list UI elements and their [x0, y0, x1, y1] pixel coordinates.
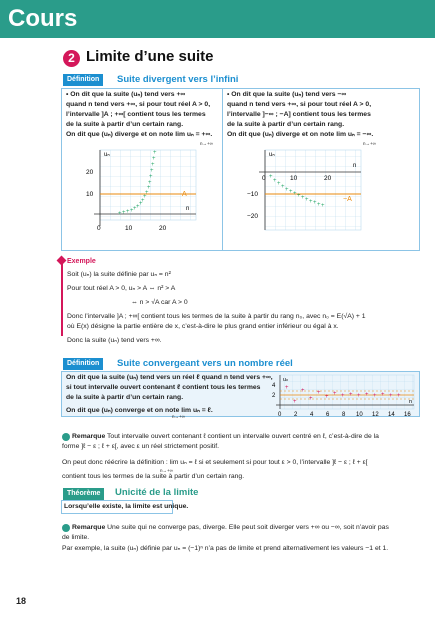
- graph-y-label: uₙ: [104, 152, 110, 158]
- tick-y: 2: [272, 393, 276, 399]
- svg-text:+: +: [118, 211, 122, 217]
- tick-y: 10: [86, 191, 94, 198]
- tick-x: 12: [372, 412, 379, 417]
- definition-heading: Suite divergent vers l’infini: [117, 74, 239, 85]
- example-text: Soit (uₙ) la suite définie par uₙ = n² Pour tout réel A > 0, uₙ > A ⇔ n² > A ⇔ n > √A car A > 0 Donc l’intervalle ]A ; +∞[ contient tous les termes de la suite à partir du rang n₀, avec n₀ = E(√A) + 1 où E(x) désigne la partie entière de x, c’est-à-dire le plus grand entier inférieur ou égal à x. Donc la suite (uₙ) tend vers +∞.: [67, 271, 366, 344]
- svg-text:+: +: [145, 190, 149, 196]
- definition-left-text: • On dit que la suite (uₙ) tend vers +∞ quand n tend vers +∞, si pour tout réel A > 0, l’intervalle ]A ; +∞[ contient tous les termes de la suite à partir d’un certain rang. On dit que (uₙ) diverge et on note lim uₙ = +∞.: [66, 91, 213, 138]
- svg-text:+: +: [126, 209, 130, 215]
- theorem-text: Lorsqu’elle existe, la limite est unique.: [64, 503, 189, 510]
- svg-text:+: +: [397, 393, 401, 399]
- page-number: 18: [16, 596, 27, 606]
- remark2-text-line3: Par exemple, la suite (uₙ) définie par uₙ = (−1)ⁿ n’a pas de limite et prend alternativement les valeurs −1 et 1.: [62, 545, 389, 552]
- svg-text:+: +: [122, 210, 126, 216]
- svg-text:+: +: [293, 191, 297, 197]
- svg-text:+: +: [150, 168, 154, 174]
- graph-diverge-plus: [80, 146, 200, 234]
- tick-x: 10: [125, 225, 133, 232]
- svg-text:+: +: [317, 202, 321, 208]
- svg-text:+: +: [136, 204, 140, 210]
- definition-heading: Suite convergeant vers un nombre réel: [117, 358, 293, 369]
- remark-text-line4: contient tous les termes de la suite à partir d’un certain rang.: [62, 473, 245, 480]
- tick-x: 0: [278, 412, 282, 417]
- page-title: Cours: [8, 5, 78, 32]
- remark-icon: [62, 524, 70, 532]
- tick-x: 2: [294, 412, 298, 417]
- svg-text:+: +: [147, 185, 151, 191]
- svg-text:+: +: [357, 393, 361, 399]
- tick-y: −20: [247, 213, 259, 220]
- tick-x: 10: [290, 175, 298, 182]
- svg-text:+: +: [285, 187, 289, 193]
- lim-subscript: n→+∞: [172, 414, 185, 419]
- example-bar: [61, 260, 63, 336]
- remark-text-line3: On peut donc réécrire la définition : lim uₙ = ℓ si et seulement si pour tout ε > 0, l’intervalle ]ℓ − ε ; ℓ + ε[: [62, 459, 368, 466]
- svg-text:+: +: [389, 393, 393, 399]
- tick-x: 4: [310, 412, 314, 417]
- tick-x: 6: [326, 412, 330, 417]
- svg-text:+: +: [365, 392, 369, 398]
- remark-icon: [62, 433, 70, 441]
- svg-text:+: +: [149, 174, 153, 180]
- svg-text:+: +: [341, 393, 345, 399]
- svg-text:+: +: [309, 396, 313, 402]
- definition-right-text: • On dit que la suite (uₙ) tend vers −∞ quand n tend vers +∞, si pour tout réel A > 0, l’intervalle ]−∞ ; −A] contient tous les termes de la suite à partir d’un certain rang. On dit que (uₙ) diverge et on note lim uₙ = −∞.: [227, 91, 374, 138]
- graph-marker-minus-A: −A: [343, 196, 352, 203]
- svg-text:+: +: [153, 150, 157, 156]
- graph-diverge-minus: [245, 146, 365, 234]
- tick-x: 10: [356, 412, 363, 417]
- graph-x-label: n: [186, 206, 190, 212]
- svg-text:+: +: [381, 392, 385, 398]
- graph-y-label: uₙ: [283, 377, 289, 383]
- svg-text:+: +: [309, 199, 313, 205]
- remark2-text: Remarque Une suite qui ne converge pas, diverge. Elle peut soit diverger vers +∞ ou −∞, soit n’avoir pas: [72, 524, 389, 531]
- svg-text:+: +: [130, 208, 134, 214]
- lim-subscript: n→+∞: [160, 468, 173, 473]
- svg-text:+: +: [301, 388, 305, 394]
- remark-text-line2: forme ]ℓ − ε ; ℓ + ε[, avec ε un réel strictement positif.: [62, 443, 220, 450]
- tick-y: −10: [247, 191, 259, 198]
- definition-divider: [222, 88, 223, 251]
- svg-text:+: +: [313, 200, 317, 206]
- graph-marker-A: A: [182, 191, 187, 198]
- definition-tag: Définition: [63, 74, 103, 86]
- theorem-heading: Unicité de la limite: [115, 487, 199, 498]
- tick-x: 16: [404, 412, 411, 417]
- svg-text:+: +: [152, 156, 156, 162]
- svg-text:+: +: [297, 193, 301, 199]
- tick-y: 4: [272, 383, 276, 389]
- svg-text:+: +: [293, 399, 297, 405]
- svg-text:+: +: [141, 198, 145, 204]
- section-number-badge: 2: [63, 50, 80, 67]
- svg-text:+: +: [301, 195, 305, 201]
- svg-text:+: +: [289, 189, 293, 195]
- tick-x: 20: [159, 225, 167, 232]
- svg-text:+: +: [269, 174, 273, 180]
- tick-y: 20: [86, 169, 94, 176]
- tick-x: 14: [388, 412, 395, 417]
- svg-text:+: +: [139, 201, 143, 207]
- tick-x: 8: [342, 412, 346, 417]
- definition-tag: Définition: [63, 358, 103, 370]
- svg-text:+: +: [273, 178, 277, 184]
- svg-text:+: +: [373, 393, 377, 399]
- graph-x-label: n: [353, 163, 357, 169]
- svg-text:+: +: [133, 206, 137, 212]
- svg-text:+: +: [151, 162, 155, 168]
- section-title: Limite d’une suite: [86, 48, 214, 65]
- example-title: Exemple: [67, 258, 96, 265]
- lim-subscript: n→+∞: [200, 141, 213, 146]
- tick-x: 0: [262, 175, 266, 182]
- tick-x: 20: [324, 175, 332, 182]
- remark2-text-line2: de limite.: [62, 534, 90, 541]
- svg-text:+: +: [143, 194, 147, 200]
- graph-x-label: n: [409, 399, 413, 405]
- example-diamond-icon: [57, 256, 67, 266]
- svg-text:+: +: [148, 180, 152, 186]
- remark-text: Remarque Tout intervalle ouvert contenant ℓ contient un intervalle ouvert centré en ℓ, c’est-à-dire de la: [72, 433, 379, 440]
- svg-text:+: +: [333, 391, 337, 397]
- graph-converge: [268, 373, 418, 417]
- tick-x: 0: [97, 225, 101, 232]
- svg-text:+: +: [277, 181, 281, 187]
- svg-text:+: +: [305, 197, 309, 203]
- theorem-tag: Théorème: [63, 488, 104, 500]
- graph-y-label: uₙ: [269, 152, 275, 158]
- svg-text:+: +: [285, 385, 289, 391]
- svg-text:+: +: [317, 390, 321, 396]
- svg-text:+: +: [321, 203, 325, 209]
- lim-subscript: n→+∞: [363, 141, 376, 146]
- svg-text:+: +: [281, 184, 285, 190]
- svg-text:+: +: [349, 392, 353, 398]
- svg-text:+: +: [325, 394, 329, 400]
- definition-conv-text: On dit que la suite (uₙ) tend vers un réel ℓ quand n tend vers +∞, si tout intervalle ouvert contenant ℓ contient tous les termes de la suite à partir d’un certain rang. On dit que (uₙ) converge et on note lim uₙ = ℓ.: [66, 374, 273, 414]
